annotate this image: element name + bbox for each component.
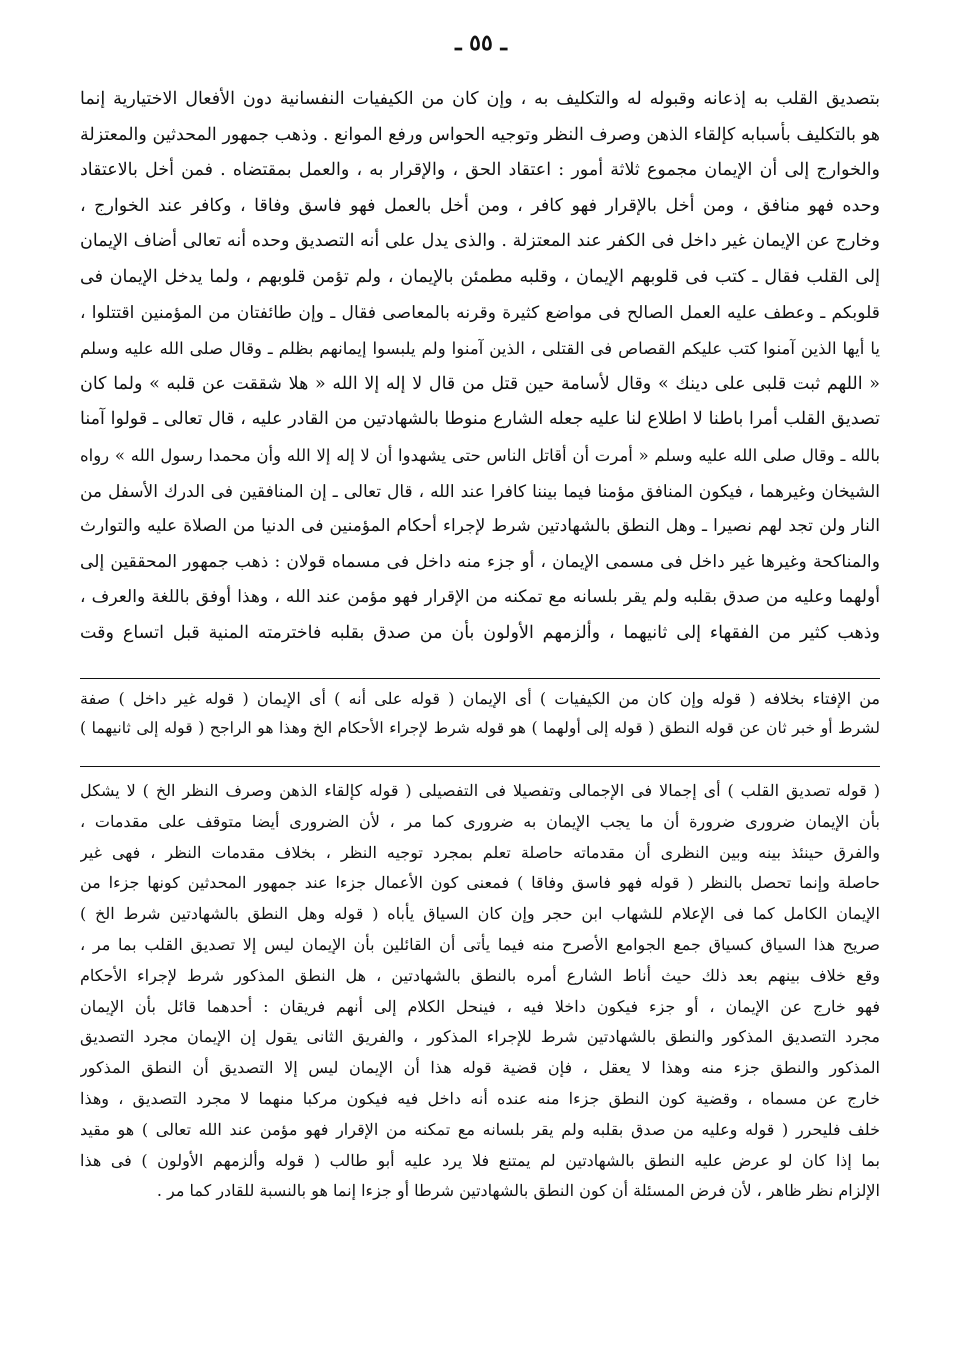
footnote-first xyxy=(80,684,880,742)
footnote-first-line: لشرط أو خبر ثان عن قوله النطق ( قوله إلى أولهما ) هو قوله شرط لإجراء الأحكام الخ وهذا هو الراجح ( قوله إلى ثانيهما ) xyxy=(80,718,880,737)
main-text-line: تصديق القلب أمرا باطنا لا اطلاع لنا عليه جعله الشارع منوطا بالشهادتين من القادر عليه ، قال تعالى ـ قولوا آمنا xyxy=(80,409,880,430)
main-text-line: قلوبكم ـ وعطف عليه العمل الصالح فى مواضع كثيرة وقرنه بالمعاصى فقال ـ وإن طائفتان من المؤمنين اقتتلوا ، xyxy=(80,302,880,323)
footnote-second-line: بما إذا كان لو عرض عليه النطق بالشهادتين لم يمتنع فلا يرد عليه أبو طالب ( قوله وألزمهم الأولون ) فى هذا xyxy=(80,1150,880,1170)
footnote-second-line: مجرد التصديق المذكور والنطق بالشهادتين شرط للإجراء المذكور ، والفريق الثانى يقول إن الإيمان مجرد التصديق xyxy=(80,1027,880,1047)
footnote-second-line: خارج عن مسماه ، وقضية كون النطق جزءا منه عنده أنه داخل فيه فيكون مركبا منهما لا مجرد التصديق ، وهذا xyxy=(80,1088,880,1108)
main-text-line: وحده فهو منافق ، ومن أخل بالإقرار فهو كافر ، ومن أخل بالعمل فهو فاسق وفاقا ، وكافر عند الخوارج ، xyxy=(80,195,880,216)
main-text-line: بتصديق القلب به إذعانه وقبوله له والتكليف به ، وإن كان من الكيفيات النفسانية دون الأفعال الاختيارية إنما xyxy=(80,89,880,109)
main-text-line: هو بالتكليف بأسبابه كإلقاء الذهن وصرف النظر وتوجيه الحواس ورفع الموانع . وذهب جمهور المحدثين والمعتزلة xyxy=(80,124,880,145)
main-text-line: النار ولن تجد لهم نصيرا ـ وهل النطق بالشهادتين شرط لإجراء أحكام المؤمنين فى الدنيا من الصلاة عليه والتوارث xyxy=(80,516,880,537)
main-text-line: وخارج عن الإيمان غير داخل فى الكفر عند المعتزلة . والذى يدل على أنه التصديق وحده أنه تعالى أضاف الإيمان xyxy=(80,231,880,252)
footnote-second-line: صريح هذا السياق كسياق جمع الجوامع الأصرح منه فيما يأتى أن القائلين بأن الإيمان ليس إلا تصديق القلب بما مر ، xyxy=(80,934,880,954)
separator-rule xyxy=(80,678,880,679)
main-text-line: أولهما وعليه من صدق بقلبه ولم يقر بلسانه مع تمكنه من الإقرار فهو مؤمن عند الله ، وهذا أوفق باللغة والعرف ، xyxy=(80,587,880,608)
main-text-line: الشيخان وغيرهما ، فيكون المنافق مؤمنا فيما بيننا كافرا عند الله ، قال تعالى ـ إن المنافقين فى الدرك الأسفل من xyxy=(80,480,880,501)
footnote-second-line: ( قوله تصديق القلب ) أى إجمالا فى الإجمالى وتفصيلا فى التفصيلى ( قوله كإلقاء الذهن وصرف النظر الخ ) لا يشكل xyxy=(80,781,880,800)
footnote-second-line: خلف فليحرر ( قوله وعليه من صدق بقلبه ولم يقر بلسانه مع تمكنه من الإقرار فهو مؤمن عند الله تعالى ) هو مقيد xyxy=(80,1119,880,1139)
main-text-line: إلى القلب فقال ـ كتب فى قلوبهم الإيمان ، وقلبه مطمئن بالإيمان ، ولم تؤمن قلوبهم ، ولما يدخل الإيمان فى xyxy=(80,266,880,287)
main-text-line: يا أيها الذين آمنوا كتب عليكم القصاص فى القتلى ، الذين آمنوا ولم يلبسوا إيمانهم بظلم ـ وقال صلى الله عليه وسلم xyxy=(80,339,880,359)
footnote-first-line: من الإفتاء بخلافه ( قوله وإن كان من الكيفيات ) أى الإيمان ( قوله على أنه ) أى الإيمان ( قوله غير داخل ) صفة xyxy=(80,689,880,708)
page-number: ـ ٥٥ ـ xyxy=(455,30,507,56)
footnote-second-line: فهو خارج عن الإيمان ، أو جزء فيكون داخلا فيه ، فينحل الكلام إلى أنهم فريقان : أحدهما قائل بأن الإيمان xyxy=(80,996,880,1016)
footnote-second-line: والفرق حينئذ بينه وبين النظرى أن مقدماته حاصلة تعلم بمجرد توجيه النظر ، بخلاف مقدمات النظر ، فهى غير xyxy=(80,842,880,862)
main-text xyxy=(80,82,880,652)
main-text-line: « اللهم ثبت قلبى على دينك » وقال لأسامة حين قتل من قال لا إله إلا الله « هلا شققت عن قلبه » ولما كان xyxy=(80,373,880,394)
footnote-second-line: الإيمان الكامل كما فى الإعلام للشهاب ابن حجر وإن كان السياق يأباه ( قوله وهل النطق بالشهادتين شرط الخ ) xyxy=(80,904,880,924)
main-text-line: وذهب كثير من الفقهاء إلى ثانيهما ، وألزمهم الأولون بأن من صدق بقلبه فاخترمته المنية قبل اتساع وقت xyxy=(80,622,880,643)
footnote-second-line: حاصلة وإنما تحصل بالنظر ( قوله فهو فاسق وفاقا ) فمعنى كون الأعمال جزءا عند جمهور المحدثين كونها جزءا من xyxy=(80,873,880,893)
footnote-second-line: وقع خلاف بينهم بعد ذلك حيث أناط الشارع أمره بالنطق بالشهادتين ، هل النطق المذكور شرط لإجراء الأحكام xyxy=(80,965,880,985)
footnote-second-line: بأن الإيمان ضرورى ضرورة أن ما يجب الإيمان به ضرورى كما مر ، لأن الضرورى أيضا متوقف على مقدمات ، xyxy=(80,811,880,831)
main-text-line: والمناكحة وغيرها غير داخل فى مسمى الإيمان ، أو جزء منه داخل فى مسماه قولان : ذهب جمهور المحققين إلى xyxy=(80,551,880,572)
main-text-line: والخوارج إلى أن الإيمان مجموع ثلاثة أمور : اعتقاد الحق ، والإقرار به ، والعمل بمقتضاه . فمن أخل بالاعتقاد xyxy=(80,160,880,181)
footnote-second xyxy=(80,776,880,1207)
footnote-second-line: الإلزام نظر ظاهر ، لأن فرض المسئلة أن كون النطق بالشهادتين شرطا أو جزءا إنما هو بالنسبة للقادر كما مر . xyxy=(156,1181,880,1201)
separator-rule xyxy=(80,766,880,767)
footnote-second-line: المذكور والنطق جزء منه وهذا لا يعقل ، فإن قضية قوله هذا أن الإيمان ليس إلا التصديق أن النطق المذكور xyxy=(80,1058,880,1078)
main-text-line: بالله ـ وقال صلى الله عليه وسلم « أمرت أن أقاتل الناس حتى يشهدوا أن لا إله إلا الله وأن محمدا رسول الله » رواه xyxy=(80,445,880,465)
